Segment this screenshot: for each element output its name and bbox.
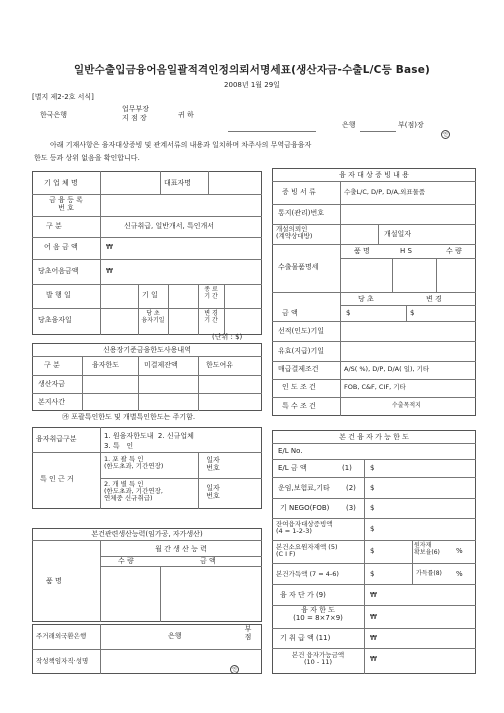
prev-amount-label: 당초어음금액 <box>38 267 79 275</box>
capacity-table <box>32 528 262 622</box>
amount-usd-2: $ <box>410 309 415 317</box>
gain-rate-pct: % <box>456 570 463 578</box>
amount-won: ₩ <box>106 243 113 251</box>
special-cond-label: 특 수 조 건 <box>282 402 316 410</box>
raw-rate-label: 원자재 확보율(6) <box>414 542 440 556</box>
freight-label: 운임,보험료,기타 <box>278 484 330 492</box>
bank-label: 은행 <box>342 121 356 129</box>
branch-head: 지 점 장 <box>122 114 147 122</box>
intro-line-2: 한도 등과 상위 없음을 확인합니다. <box>34 154 140 162</box>
col-limit: 융자한도 <box>92 361 120 369</box>
export-dest-label: 수출목적지 <box>392 402 421 409</box>
nego-label: 기 NEGO(FOB) <box>280 504 330 512</box>
nego-usd: $ <box>370 504 375 512</box>
issue-date-label: 발 행 일 <box>46 291 71 299</box>
evidence-header: 융 자 대 상 증 빙 내 용 <box>339 171 409 179</box>
raw-material-label: 본건소요원자재액 (5) (C I F) <box>276 543 338 559</box>
open-date-label: 개설일자 <box>384 230 412 238</box>
capacity-title: 본건관련생산능력(임가공, 자가생산) <box>91 530 203 538</box>
remain-label: 잔여융자대상증빙액 (4 = 1-2-3) <box>276 520 333 536</box>
amount-label: 어 음 금 액 <box>44 243 78 251</box>
gain-usd: $ <box>370 570 375 578</box>
remain-usd: $ <box>370 525 375 533</box>
ceo-name-label: 대표자명 <box>164 179 192 187</box>
row-intercompany: 본지사간 <box>38 398 66 406</box>
page-title: 일반수출입금융어음일괄적격인정의뢰서명세표(생산자금-수출L/C등 Base) <box>73 64 431 76</box>
handled-won: ₩ <box>370 634 377 642</box>
orig-col: 당 초 <box>358 295 374 303</box>
delivery-options: FOB, C&F, CIF, 기타 <box>344 383 406 391</box>
orig-loan-date-label: 당초융자일 <box>38 316 72 324</box>
signer-label: 작성책임자직·성명 <box>36 657 89 665</box>
change-col: 변 경 <box>426 295 442 303</box>
seal-icon: 인 <box>441 121 450 140</box>
prev-amount-won: ₩ <box>106 267 113 275</box>
available-won: ₩ <box>370 655 377 663</box>
seal-icon: 인 <box>230 656 239 675</box>
pay-cond-label: 매급결제조건 <box>278 365 319 373</box>
gubun-label: 구 분 <box>46 222 62 230</box>
capacity-amount: 금 액 <box>200 557 216 565</box>
freight-usd: $ <box>370 484 375 492</box>
export-item-label: 수출물품명세 <box>278 263 319 271</box>
fin-reg-label: 금 융 등 록 번 호 <box>49 196 83 212</box>
el-no-label: E/L No. <box>278 447 303 455</box>
credit-usage-title: 신용장기준금융한도사용내역 <box>103 346 191 354</box>
loan-type-label: 융자취급구분 <box>36 435 77 443</box>
amount-usd-1: $ <box>346 309 351 317</box>
limit-note: ㉮ 포괄특인한도 및 개별특인한도는 주기함. <box>62 413 196 421</box>
changed-term-label: 변 경 기 간 <box>204 310 218 324</box>
handled-label: 기 취 급 액 (11) <box>280 634 331 642</box>
freight-no: (2) <box>346 484 356 492</box>
pay-cond-options: A/S( %), D/P, D/A( 일), 기타 <box>344 365 430 373</box>
el-amount-no: (1) <box>342 464 352 472</box>
col-gubun: 구 분 <box>44 361 60 369</box>
ship-date-label: 선적(인도)기일 <box>278 327 325 335</box>
amount-label-r: 금 액 <box>282 309 298 317</box>
valid-date-label: 유효(지급)기일 <box>278 347 325 355</box>
unit-price-label: 융 자 단 가 (9) <box>280 591 326 599</box>
qty-col: 수 량 <box>446 247 462 255</box>
gain-rate-label: 가득률(8) <box>416 570 442 577</box>
raw-rate-pct: % <box>456 547 463 555</box>
branch-manager-label: 부(점)장 <box>398 121 424 129</box>
goods-label: 품 명 <box>46 577 62 585</box>
hs-col: H S <box>400 247 412 255</box>
basis-option-2: 2. 개 별 특 인 (한도초과, 기간연장, 연체중 신규취급) <box>104 480 163 503</box>
honorific: 귀 하 <box>178 111 194 119</box>
item-col: 품 명 <box>354 247 370 255</box>
doc-date: 2008년 1월 29일 <box>224 81 280 89</box>
due-date-label: 기 일 <box>142 291 158 299</box>
bank-label-2: 은행 <box>168 632 182 640</box>
monthly-capacity: 월 간 생 산 능 력 <box>155 545 207 553</box>
branch-label: 부 점 <box>244 625 252 641</box>
row-prod-fund: 생산자금 <box>38 380 66 388</box>
raw-material-usd: $ <box>370 547 375 555</box>
loan-limit-header: 본 건 융 자 가 능 한 도 <box>339 433 409 441</box>
main-bank-label: 주거래외국환은행 <box>36 632 87 640</box>
approve-no-1: 일자 번호 <box>206 456 220 472</box>
evidence-docs-label: 증 빙 서 류 <box>282 188 316 196</box>
orig-loan-term-label: 당 초 융자기일 <box>141 310 165 324</box>
loan-type-options: 1. 원융자한도내 2. 신규업체 3. 특 인 <box>104 432 194 451</box>
available-label: 본건 융자가능금액 (10 - 11) <box>291 651 345 667</box>
term-period-label: 종 료 기 간 <box>204 286 218 300</box>
col-extra: 한도여유 <box>206 361 234 369</box>
loan-limit-won: ₩ <box>370 613 377 621</box>
capacity-qty: 수 량 <box>118 557 134 565</box>
el-amount-usd: $ <box>370 464 375 472</box>
el-amount-label: E/L 금 액 <box>278 464 307 472</box>
col-unsettled: 미결제잔액 <box>144 361 178 369</box>
approve-no-2: 일자 번호 <box>206 484 220 500</box>
special-basis-label: 특 인 근 거 <box>40 475 74 483</box>
form-number: [별지 제2-2호 서식] <box>32 93 94 101</box>
unit-price-won: ₩ <box>370 591 377 599</box>
evidence-docs-options: 수출L/C, D/P, D/A,외표물품 <box>344 188 426 196</box>
delivery-label: 인 도 조 건 <box>282 383 316 391</box>
intro-line-1: 아래 기재사항은 융자대상증빙 및 관계서류의 내용과 일치하며 차주사의 무역금융융자 <box>50 141 312 149</box>
company-name-label: 기 업 체 명 <box>44 179 78 187</box>
gain-label: 본건가득액 (7 = 4-6) <box>276 570 339 578</box>
addressee-bank: 한국은행 <box>40 111 68 119</box>
unit-note: (단위 : $) <box>212 333 243 341</box>
applicant-label: 개설의뢰인 (계약상대방) <box>276 225 313 241</box>
nego-no: (3) <box>346 504 356 512</box>
gubun-options: 신규취급, 일반개서, 특인개서 <box>124 222 215 230</box>
loan-limit-label: 융 자 한 도 (10 = 8×7×9) <box>293 606 343 622</box>
notice-no-label: 통지(관리)번호 <box>278 209 325 217</box>
dept-head: 업무부장 <box>122 105 150 113</box>
basis-option-1: 1. 포 괄 특 인 (한도초과, 기간연장) <box>104 455 164 471</box>
